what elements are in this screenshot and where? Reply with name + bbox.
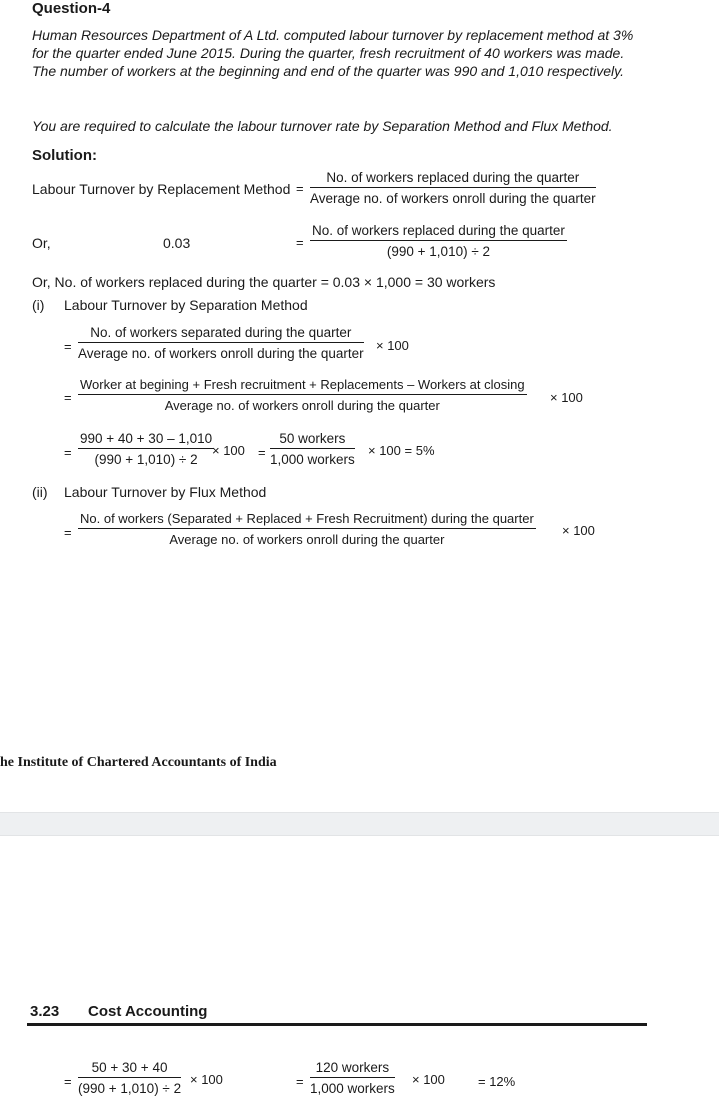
or-fraction <box>310 223 567 259</box>
fraction-denominator: Average no. of workers onroll during the quarter <box>310 191 596 206</box>
fraction-numerator: Worker at begining + Fresh recruitment + Replacements – Workers at closing <box>78 377 527 395</box>
equals-sign: = <box>64 525 72 540</box>
times-100: × 100 <box>412 1072 445 1087</box>
times-100: × 100 <box>212 443 245 458</box>
equals-sign: = <box>296 235 304 250</box>
rate-value: 0.03 <box>163 235 191 251</box>
separation-fraction-1 <box>78 325 364 361</box>
flux-calc-fraction-1 <box>78 1060 181 1096</box>
fraction-denominator: 1,000 workers <box>270 452 355 467</box>
equals-sign: = <box>64 390 72 405</box>
question-title: Question-4 <box>32 0 111 17</box>
fraction-denominator: (990 + 1,010) ÷ 2 <box>78 1081 182 1096</box>
flux-fraction <box>78 511 536 547</box>
fraction-numerator: No. of workers separated during the quarter <box>78 325 364 343</box>
separation-result: × 100 = 5% <box>368 443 435 458</box>
fraction-numerator: 50 workers <box>270 431 355 449</box>
replacement-method-label: Labour Turnover by Replacement Method <box>32 181 291 197</box>
separation-fraction-4 <box>270 431 355 467</box>
fraction-numerator: No. of workers (Separated + Replaced + Fresh Recruitment) during the quarter <box>78 511 536 529</box>
flux-index: (ii) <box>32 484 48 500</box>
equals-sign: = <box>64 445 72 460</box>
page-separator <box>0 812 719 836</box>
equals-sign: = <box>64 339 72 354</box>
institute-footer: he Institute of Chartered Accountants of India <box>0 755 277 770</box>
times-100: × 100 <box>376 338 409 353</box>
fraction-denominator: (990 + 1,010) ÷ 2 <box>94 452 198 467</box>
fraction-denominator: Average no. of workers onroll during the quarter <box>78 346 364 361</box>
section-title: Cost Accounting <box>88 1003 208 1020</box>
equals-sign: = <box>258 445 266 460</box>
page-number: 3.23 <box>30 1003 60 1020</box>
fraction-numerator: No. of workers replaced during the quarter <box>310 223 567 241</box>
flux-title: Labour Turnover by Flux Method <box>64 484 267 500</box>
question-paragraph: Human Resources Department of A Ltd. computed labour turnover by replacement method at 3% for the quarter ended June 2015. During the quarter, fresh recruitment of 40 workers was made. The number of workers at the beginning and end of the quarter was 990 and 1,010 respectively. <box>32 27 634 79</box>
fraction-numerator: 50 + 30 + 40 <box>78 1060 181 1078</box>
times-100: × 100 <box>562 523 595 538</box>
equals-sign: = <box>64 1074 72 1089</box>
fraction-denominator: Average no. of workers onroll during the quarter <box>164 398 440 413</box>
fraction-denominator: 1,000 workers <box>310 1081 395 1096</box>
header-rule <box>27 1023 647 1026</box>
equals-sign: = <box>296 181 304 196</box>
separation-fraction-2 <box>78 377 527 413</box>
flux-result: = 12% <box>478 1074 516 1089</box>
replacement-fraction <box>310 170 596 206</box>
solution-heading: Solution: <box>32 147 97 164</box>
times-100: × 100 <box>190 1072 223 1087</box>
separation-title: Labour Turnover by Separation Method <box>64 297 308 313</box>
times-100: × 100 <box>550 390 583 405</box>
fraction-denominator: Average no. of workers onroll during the quarter <box>169 532 445 547</box>
or-label: Or, <box>32 235 51 251</box>
separation-index: (i) <box>32 297 45 313</box>
fraction-numerator: 120 workers <box>310 1060 395 1078</box>
fraction-numerator: No. of workers replaced during the quarter <box>310 170 596 188</box>
separation-fraction-3 <box>78 431 214 467</box>
question-requirement: You are required to calculate the labour turnover rate by Separation Method and Flux Method. <box>32 118 613 134</box>
fraction-numerator: 990 + 40 + 30 – 1,010 <box>78 431 214 449</box>
equals-sign: = <box>296 1074 304 1089</box>
fraction-denominator: (990 + 1,010) ÷ 2 <box>386 244 490 259</box>
replaced-workers-line: Or, No. of workers replaced during the quarter = 0.03 × 1,000 = 30 workers <box>32 274 496 290</box>
flux-calc-fraction-2 <box>310 1060 395 1096</box>
